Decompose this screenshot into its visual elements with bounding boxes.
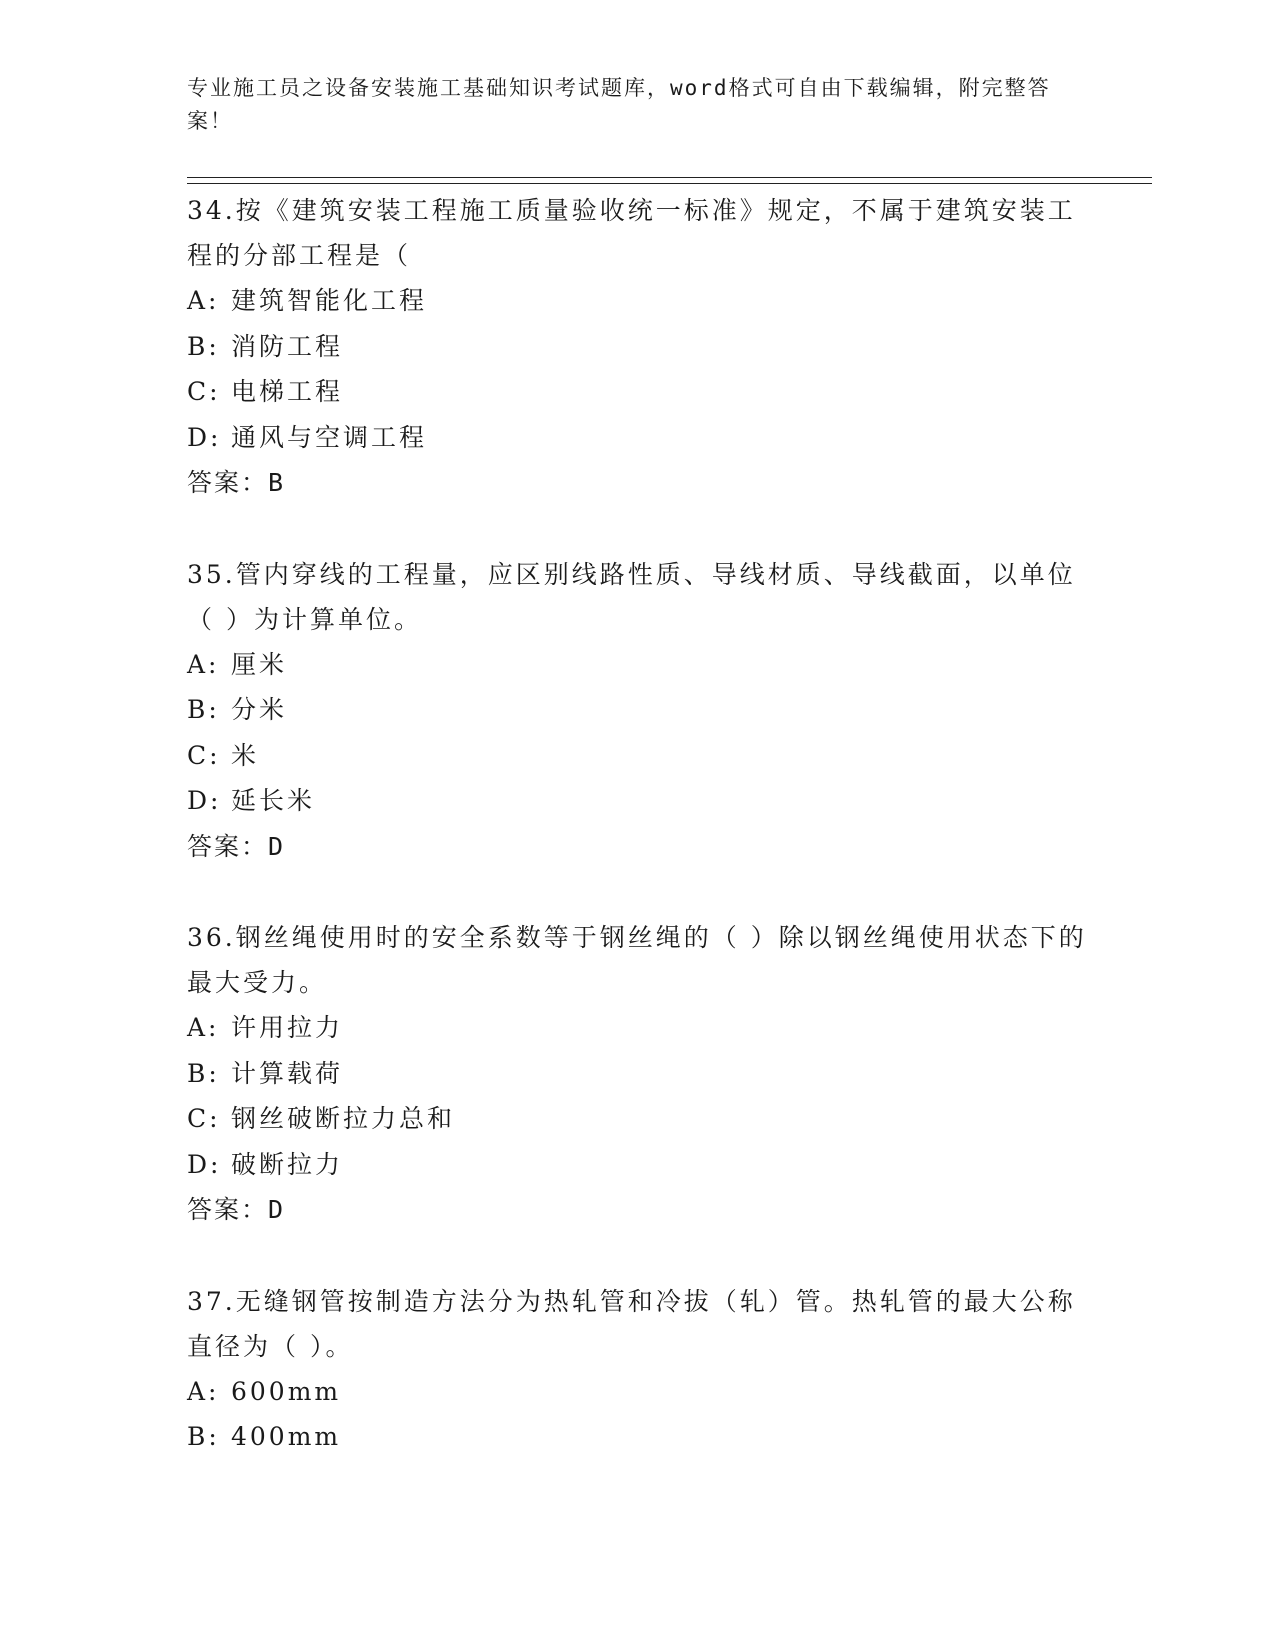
option-b [187, 324, 1087, 370]
option-c [187, 369, 1087, 415]
option-letter: B: [187, 1058, 220, 1088]
option-text: 600mm [231, 1376, 342, 1406]
question-37 [187, 1279, 1087, 1460]
question-34 [187, 188, 1087, 506]
option-letter: A: [187, 1376, 220, 1406]
header-divider-top [187, 177, 1152, 178]
option-a [187, 1369, 1087, 1415]
option-letter: C: [187, 740, 221, 770]
question-stem: 34.按《建筑安装工程施工质量验收统一标准》规定，不属于建筑安装工程的分部工程是（ [187, 196, 1076, 270]
option-a [187, 278, 1087, 324]
question-35 [187, 552, 1087, 870]
question-stem: 36.钢丝绳使用时的安全系数等于钢丝绳的（ ）除以钢丝绳使用状态下的最大受力。 [187, 923, 1087, 997]
header-divider-bottom [187, 183, 1152, 184]
option-c [187, 1096, 1087, 1142]
option-c [187, 733, 1087, 779]
option-text: 厘米 [231, 649, 288, 679]
option-text: 400mm [231, 1422, 342, 1451]
option-d [187, 778, 1087, 824]
answer-line: 答案：D [187, 1195, 286, 1224]
option-letter: D: [187, 1149, 222, 1179]
spacer [187, 506, 1087, 552]
option-letter: C: [187, 1104, 221, 1133]
option-text: 消防工程 [231, 331, 344, 361]
question-list [187, 188, 1087, 1460]
option-text: 米 [231, 740, 260, 770]
option-letter: B: [187, 1422, 220, 1451]
option-text: 钢丝破断拉力总和 [231, 1104, 456, 1133]
option-letter: B: [187, 695, 220, 724]
document-header: 专业施工员之设备安装施工基础知识考试题库，word格式可自由下载编辑，附完整答案！ [187, 76, 1051, 133]
option-text: 分米 [231, 695, 288, 724]
option-a [187, 1005, 1087, 1051]
option-letter: A: [187, 649, 220, 679]
option-text: 许用拉力 [231, 1013, 344, 1042]
question-36 [187, 915, 1087, 1233]
option-b [187, 1414, 1087, 1460]
question-stem: 37.无缝钢管按制造方法分为热轧管和冷拔（轧）管。热轧管的最大公称直径为（ ）。 [187, 1286, 1076, 1361]
option-text: 计算载荷 [231, 1058, 344, 1088]
spacer [187, 869, 1087, 915]
option-b [187, 1051, 1087, 1097]
option-text: 建筑智能化工程 [231, 286, 428, 315]
option-d [187, 415, 1087, 461]
option-letter: A: [187, 1013, 220, 1042]
option-a [187, 642, 1087, 688]
option-letter: C: [187, 377, 221, 406]
option-letter: A: [187, 286, 220, 315]
option-text: 电梯工程 [231, 377, 344, 406]
question-stem: 35.管内穿线的工程量，应区别线路性质、导线材质、导线截面，以单位（ ）为计算单位。 [187, 559, 1076, 634]
option-letter: D: [187, 422, 222, 452]
option-text: 通风与空调工程 [231, 422, 428, 452]
option-letter: D: [187, 786, 222, 815]
answer-line: 答案：B [187, 468, 286, 497]
spacer [187, 1233, 1087, 1279]
option-text: 延长米 [231, 786, 316, 815]
answer-line: 答案：D [187, 831, 286, 861]
option-d [187, 1142, 1087, 1188]
option-b [187, 687, 1087, 733]
option-text: 破断拉力 [231, 1149, 344, 1179]
option-letter: B: [187, 331, 220, 361]
